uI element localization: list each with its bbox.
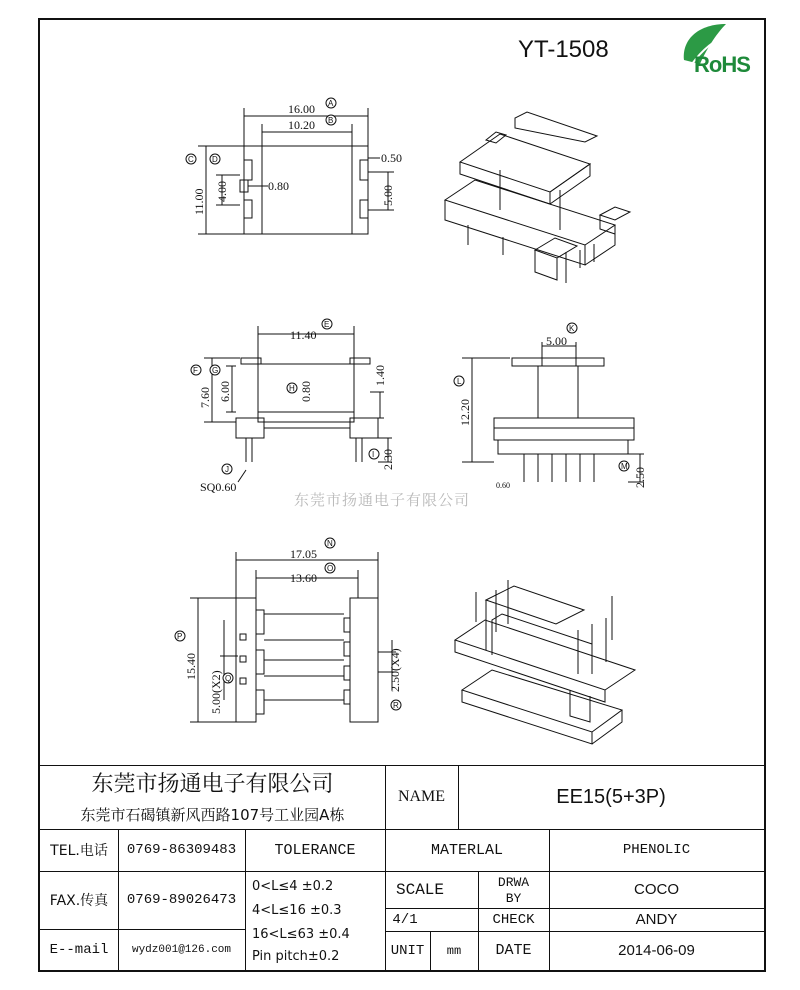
scale-value: 4/1 xyxy=(392,911,418,928)
email-label: E--mail xyxy=(49,941,109,958)
company-name: 东莞市扬通电子有限公司 xyxy=(91,771,334,797)
dim-11-4: 11.40 xyxy=(290,328,317,342)
part-number: YT-1508 xyxy=(518,36,609,63)
ref-l: L xyxy=(457,377,462,386)
ref-h: H xyxy=(289,384,295,393)
dim-0-80b: 0.80 xyxy=(299,381,313,402)
ref-g: G xyxy=(212,366,219,375)
date-label: DATE xyxy=(495,942,532,959)
fax-label: FAX.传真 xyxy=(49,893,109,909)
dim-2-3: 2.30 xyxy=(381,449,395,470)
ref-n: N xyxy=(327,539,333,548)
dim-5b: 5.00 xyxy=(546,334,567,348)
tolerance-label: TOLERANCE xyxy=(274,841,356,859)
ref-f: F xyxy=(193,366,198,375)
tel-label: TEL.电话 xyxy=(50,843,108,859)
check-label: CHECK xyxy=(492,911,535,928)
tel-value: 0769-86309483 xyxy=(126,842,237,858)
drawn-by-label-1: DRWA xyxy=(497,874,530,890)
scale-label: SCALE xyxy=(395,881,444,899)
dim-12-2: 12.20 xyxy=(458,399,472,426)
ref-r: R xyxy=(393,701,399,710)
dim-2-5a: 2.50 xyxy=(633,467,647,488)
ref-d: D xyxy=(212,155,218,164)
drawn-by-value: COCO xyxy=(634,881,679,898)
ref-b: B xyxy=(328,116,334,125)
dim-17-05: 17.05 xyxy=(290,547,317,561)
ref-c: C xyxy=(188,155,194,164)
check-value: ANDY xyxy=(635,911,678,928)
ref-m: M xyxy=(621,462,628,471)
dim-0-50: 0.50 xyxy=(381,151,402,165)
ref-p: P xyxy=(177,632,183,641)
tolerance-row-2: 4<L≤16 ±0.3 xyxy=(252,902,342,918)
name-label: NAME xyxy=(397,788,446,805)
tolerance-row-4: Pin pitch±0.2 xyxy=(252,948,340,964)
ref-k: K xyxy=(569,324,575,333)
fax-value: 0769-89026473 xyxy=(126,892,237,908)
unit-value: mm xyxy=(446,943,462,958)
tolerance-row-1: 0<L≤4 ±0.2 xyxy=(252,878,334,894)
dim-1-4: 1.40 xyxy=(373,365,387,386)
title-block xyxy=(40,765,764,970)
material-value: PHENOLIC xyxy=(622,842,691,858)
dim-11: 11.00 xyxy=(192,188,206,215)
dim-16: 16.00 xyxy=(288,102,315,116)
ref-e: E xyxy=(324,320,330,329)
material-label: MATERLAL xyxy=(430,841,503,859)
dim-7-6: 7.60 xyxy=(198,387,212,408)
dim-5a: 5.00 xyxy=(381,185,395,206)
ref-j: J xyxy=(225,465,229,474)
dim-sq: SQ0.60 xyxy=(200,480,237,494)
dim-13-6: 13.60 xyxy=(290,571,317,585)
dim-15-4: 15.40 xyxy=(184,653,198,680)
date-value: 2014-06-09 xyxy=(618,942,695,959)
email-value: wydz001@126.com xyxy=(131,943,232,956)
ref-q: Q xyxy=(225,674,232,683)
tolerance-row-3: 16<L≤63 ±0.4 xyxy=(252,926,350,942)
ref-i: I xyxy=(372,450,375,459)
dim-5x2: 5.00(X2) xyxy=(209,670,223,714)
dim-0-80a: 0.80 xyxy=(268,179,289,193)
dim-2-5x4: 2.50(X4) xyxy=(388,648,402,692)
ref-o: O xyxy=(327,564,334,573)
dim-6: 6.00 xyxy=(218,381,232,402)
dim-0-60: 0.60 xyxy=(496,481,510,490)
rohs-logo-text: RoHS xyxy=(694,52,750,77)
name-value: EE15(5+3P) xyxy=(556,785,666,808)
dim-4: 4.00 xyxy=(215,181,229,202)
drawn-by-label-2: BY xyxy=(505,890,522,906)
unit-label: UNIT xyxy=(390,942,425,959)
company-address: 东莞市石碣镇新风西路107号工业园A栋 xyxy=(80,805,345,824)
ref-a: A xyxy=(328,99,334,108)
watermark: 东莞市扬通电子有限公司 xyxy=(294,491,471,509)
dim-10-2: 10.20 xyxy=(288,118,315,132)
